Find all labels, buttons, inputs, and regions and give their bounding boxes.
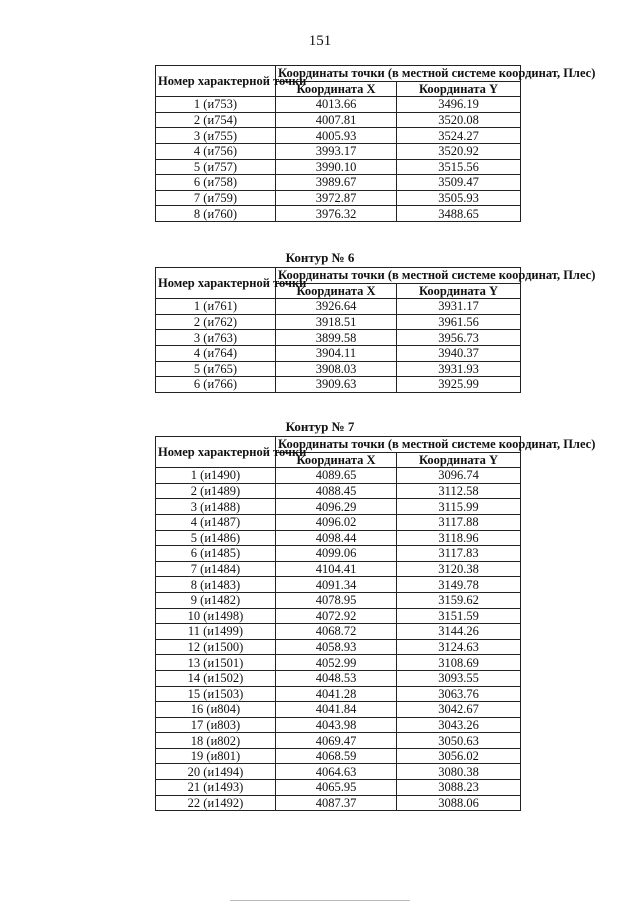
x-coordinate-cell: 3990.10 <box>276 159 397 175</box>
y-coordinate-cell: 3509.47 <box>397 175 521 191</box>
point-number-cell: 13 (и1501) <box>156 655 276 671</box>
point-number-cell: 9 (и1482) <box>156 592 276 608</box>
x-coordinate-cell: 3899.58 <box>276 330 397 346</box>
x-coordinate-cell: 4005.93 <box>276 128 397 144</box>
point-number-cell: 5 (и757) <box>156 159 276 175</box>
y-coordinate-cell: 3931.17 <box>397 299 521 315</box>
point-number-cell: 10 (и1498) <box>156 608 276 624</box>
point-number-cell: 8 (и760) <box>156 206 276 222</box>
header-point-number: Номер характерной точки <box>156 268 276 299</box>
x-coordinate-cell: 3989.67 <box>276 175 397 191</box>
y-coordinate-cell: 3524.27 <box>397 128 521 144</box>
point-number-cell: 7 (и1484) <box>156 561 276 577</box>
table-row <box>156 190 521 206</box>
table-row <box>156 733 521 749</box>
y-coordinate-cell: 3080.38 <box>397 764 521 780</box>
table-row <box>156 468 521 484</box>
y-coordinate-cell: 3931.93 <box>397 361 521 377</box>
x-coordinate-cell: 4104.41 <box>276 561 397 577</box>
table-row <box>156 592 521 608</box>
x-coordinate-cell: 4007.81 <box>276 112 397 128</box>
table-row <box>156 143 521 159</box>
x-coordinate-cell: 4098.44 <box>276 530 397 546</box>
table-row <box>156 795 521 811</box>
point-number-cell: 14 (и1502) <box>156 670 276 686</box>
header-point-number: Номер характерной точки <box>156 437 276 468</box>
contour-7-title: Контур № 7 <box>285 419 355 434</box>
x-coordinate-cell: 4068.72 <box>276 624 397 640</box>
point-number-cell: 4 (и764) <box>156 345 276 361</box>
point-number-cell: 2 (и754) <box>156 112 276 128</box>
table-row <box>156 577 521 593</box>
x-coordinate-cell: 4087.37 <box>276 795 397 811</box>
y-coordinate-cell: 3956.73 <box>397 330 521 346</box>
point-number-cell: 3 (и755) <box>156 128 276 144</box>
x-coordinate-cell: 3976.32 <box>276 206 397 222</box>
point-number-cell: 22 (и1492) <box>156 795 276 811</box>
table-row <box>156 299 521 315</box>
y-coordinate-cell: 3520.08 <box>397 112 521 128</box>
x-coordinate-cell: 4088.45 <box>276 483 397 499</box>
table-row <box>156 330 521 346</box>
point-number-cell: 6 (и766) <box>156 377 276 393</box>
x-coordinate-cell: 3918.51 <box>276 314 397 330</box>
y-coordinate-cell: 3043.26 <box>397 717 521 733</box>
x-coordinate-cell: 4013.66 <box>276 97 397 113</box>
point-number-cell: 18 (и802) <box>156 733 276 749</box>
point-number-cell: 1 (и753) <box>156 97 276 113</box>
header-coordinates: Координаты точки (в местной системе координат, Плес) <box>276 268 521 284</box>
y-coordinate-cell: 3042.67 <box>397 702 521 718</box>
point-number-cell: 20 (и1494) <box>156 764 276 780</box>
y-coordinate-cell: 3117.88 <box>397 514 521 530</box>
table-row <box>156 97 521 113</box>
table-row <box>156 530 521 546</box>
point-number-cell: 5 (и1486) <box>156 530 276 546</box>
table-row <box>156 112 521 128</box>
point-number-cell: 1 (и1490) <box>156 468 276 484</box>
header-y: Координата Y <box>397 81 521 97</box>
point-number-cell: 11 (и1499) <box>156 624 276 640</box>
table-row <box>156 361 521 377</box>
x-coordinate-cell: 3972.87 <box>276 190 397 206</box>
coordinates-table-contour-7 <box>155 436 596 811</box>
x-coordinate-cell: 4089.65 <box>276 468 397 484</box>
y-coordinate-cell: 3488.65 <box>397 206 521 222</box>
x-coordinate-cell: 3926.64 <box>276 299 397 315</box>
coordinates-table-contour-6 <box>155 267 596 393</box>
y-coordinate-cell: 3118.96 <box>397 530 521 546</box>
table-row <box>156 206 521 222</box>
y-coordinate-cell: 3515.56 <box>397 159 521 175</box>
table-row <box>156 748 521 764</box>
point-number-cell: 1 (и761) <box>156 299 276 315</box>
table-row <box>156 780 521 796</box>
point-number-cell: 6 (и1485) <box>156 546 276 562</box>
header-x: Координата X <box>276 283 397 299</box>
table-row <box>156 159 521 175</box>
header-x: Координата X <box>276 452 397 468</box>
x-coordinate-cell: 4078.95 <box>276 592 397 608</box>
table-row <box>156 377 521 393</box>
y-coordinate-cell: 3096.74 <box>397 468 521 484</box>
header-x: Координата X <box>276 81 397 97</box>
table-row <box>156 128 521 144</box>
y-coordinate-cell: 3120.38 <box>397 561 521 577</box>
point-number-cell: 15 (и1503) <box>156 686 276 702</box>
x-coordinate-cell: 4048.53 <box>276 670 397 686</box>
y-coordinate-cell: 3151.59 <box>397 608 521 624</box>
header-point-number: Номер характерной точки <box>156 66 276 97</box>
coordinates-table-1 <box>155 65 596 222</box>
point-number-cell: 5 (и765) <box>156 361 276 377</box>
point-number-cell: 16 (и804) <box>156 702 276 718</box>
table-row <box>156 639 521 655</box>
point-number-cell: 21 (и1493) <box>156 780 276 796</box>
point-number-cell: 4 (и1487) <box>156 514 276 530</box>
table-row <box>156 314 521 330</box>
table-row <box>156 514 521 530</box>
y-coordinate-cell: 3093.55 <box>397 670 521 686</box>
header-y: Координата Y <box>397 283 521 299</box>
y-coordinate-cell: 3088.23 <box>397 780 521 796</box>
point-number-cell: 3 (и1488) <box>156 499 276 515</box>
y-coordinate-cell: 3159.62 <box>397 592 521 608</box>
y-coordinate-cell: 3088.06 <box>397 795 521 811</box>
point-number-cell: 7 (и759) <box>156 190 276 206</box>
point-number-cell: 2 (и762) <box>156 314 276 330</box>
table-row <box>156 483 521 499</box>
header-y: Координата Y <box>397 452 521 468</box>
point-number-cell: 12 (и1500) <box>156 639 276 655</box>
x-coordinate-cell: 4069.47 <box>276 733 397 749</box>
x-coordinate-cell: 3908.03 <box>276 361 397 377</box>
point-number-cell: 4 (и756) <box>156 143 276 159</box>
page-number: 151 <box>308 33 332 49</box>
y-coordinate-cell: 3050.63 <box>397 733 521 749</box>
x-coordinate-cell: 4065.95 <box>276 780 397 796</box>
table-row <box>156 608 521 624</box>
table-row <box>156 345 521 361</box>
x-coordinate-cell: 4068.59 <box>276 748 397 764</box>
y-coordinate-cell: 3496.19 <box>397 97 521 113</box>
x-coordinate-cell: 4052.99 <box>276 655 397 671</box>
x-coordinate-cell: 4041.84 <box>276 702 397 718</box>
x-coordinate-cell: 3993.17 <box>276 143 397 159</box>
x-coordinate-cell: 4096.02 <box>276 514 397 530</box>
y-coordinate-cell: 3117.83 <box>397 546 521 562</box>
x-coordinate-cell: 4099.06 <box>276 546 397 562</box>
table-row <box>156 717 521 733</box>
y-coordinate-cell: 3149.78 <box>397 577 521 593</box>
table-row <box>156 499 521 515</box>
y-coordinate-cell: 3520.92 <box>397 143 521 159</box>
y-coordinate-cell: 3505.93 <box>397 190 521 206</box>
x-coordinate-cell: 4058.93 <box>276 639 397 655</box>
table-row <box>156 670 521 686</box>
y-coordinate-cell: 3108.69 <box>397 655 521 671</box>
point-number-cell: 17 (и803) <box>156 717 276 733</box>
x-coordinate-cell: 4072.92 <box>276 608 397 624</box>
y-coordinate-cell: 3925.99 <box>397 377 521 393</box>
table-row <box>156 561 521 577</box>
point-number-cell: 6 (и758) <box>156 175 276 191</box>
y-coordinate-cell: 3115.99 <box>397 499 521 515</box>
x-coordinate-cell: 4041.28 <box>276 686 397 702</box>
header-coordinates: Координаты точки (в местной системе координат, Плес) <box>276 66 521 82</box>
table-row <box>156 764 521 780</box>
table-row <box>156 686 521 702</box>
y-coordinate-cell: 3144.26 <box>397 624 521 640</box>
y-coordinate-cell: 3940.37 <box>397 345 521 361</box>
table-row <box>156 175 521 191</box>
x-coordinate-cell: 4091.34 <box>276 577 397 593</box>
point-number-cell: 2 (и1489) <box>156 483 276 499</box>
y-coordinate-cell: 3112.58 <box>397 483 521 499</box>
x-coordinate-cell: 4096.29 <box>276 499 397 515</box>
contour-6-title: Контур № 6 <box>285 250 355 265</box>
scan-artifact-line <box>230 900 410 901</box>
table-row <box>156 702 521 718</box>
header-coordinates: Координаты точки (в местной системе координат, Плес) <box>276 437 521 453</box>
y-coordinate-cell: 3124.63 <box>397 639 521 655</box>
x-coordinate-cell: 3904.11 <box>276 345 397 361</box>
table-row <box>156 655 521 671</box>
y-coordinate-cell: 3056.02 <box>397 748 521 764</box>
table-row <box>156 624 521 640</box>
point-number-cell: 3 (и763) <box>156 330 276 346</box>
x-coordinate-cell: 4064.63 <box>276 764 397 780</box>
table-row <box>156 546 521 562</box>
x-coordinate-cell: 3909.63 <box>276 377 397 393</box>
point-number-cell: 8 (и1483) <box>156 577 276 593</box>
y-coordinate-cell: 3961.56 <box>397 314 521 330</box>
x-coordinate-cell: 4043.98 <box>276 717 397 733</box>
point-number-cell: 19 (и801) <box>156 748 276 764</box>
y-coordinate-cell: 3063.76 <box>397 686 521 702</box>
